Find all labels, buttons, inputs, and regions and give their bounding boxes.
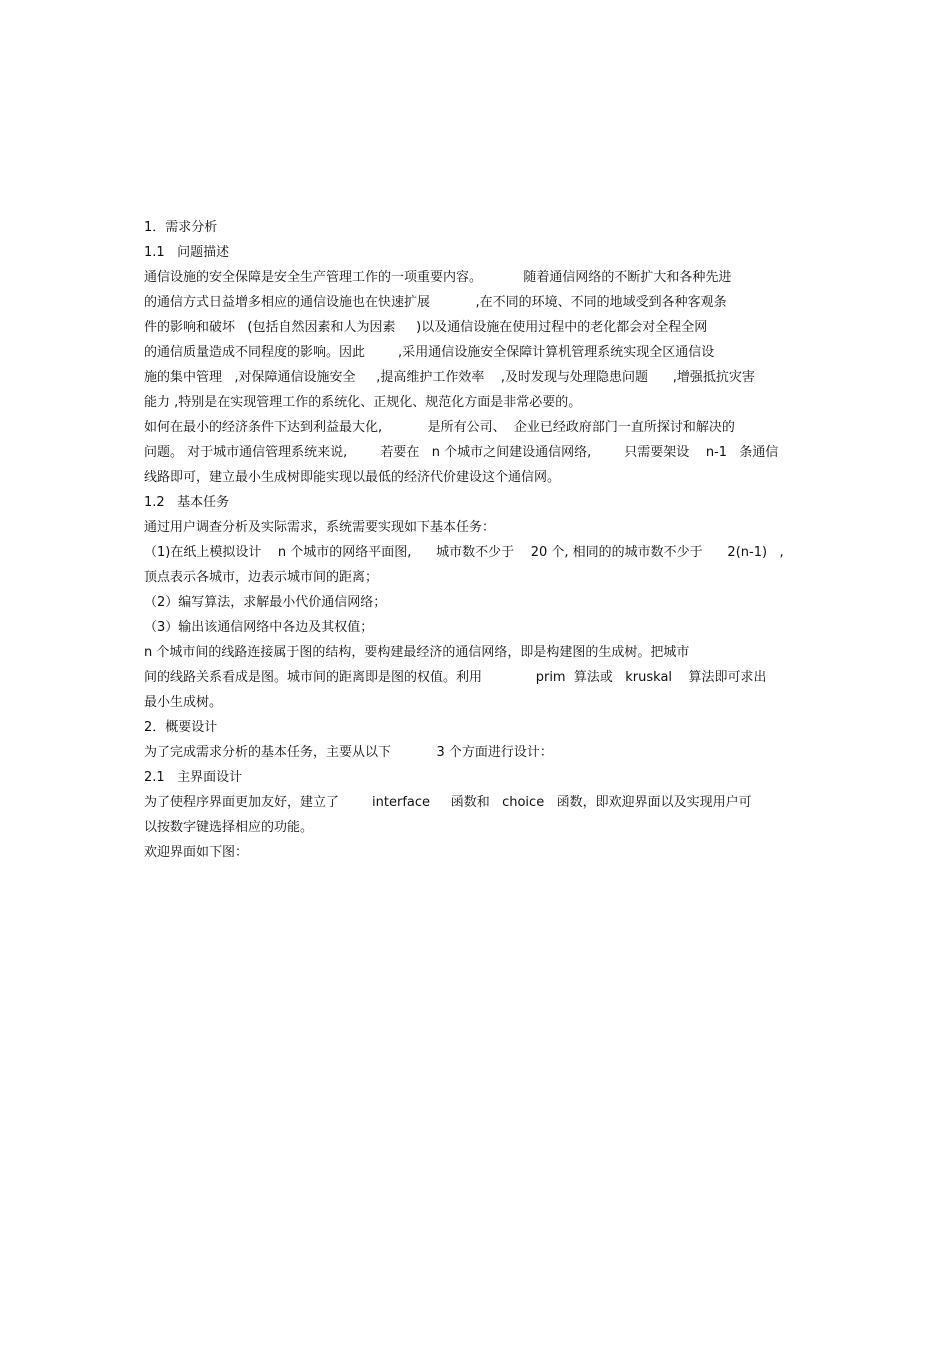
paragraph-line: 欢迎界面如下图： — [144, 845, 249, 860]
heading-outline-design: 2．概要设计 — [144, 720, 218, 735]
heading-main-interface-design: 2.1 主界面设计 — [144, 770, 243, 785]
heading-basic-tasks: 1.2 基本任务 — [144, 495, 230, 510]
paragraph-line: 如何在最小的经济条件下达到利益最大化, 是所有公司、 企业已经政府部门一直所探讨和解决的 — [144, 420, 735, 435]
heading-requirements-analysis: 1．需求分析 — [144, 220, 218, 235]
paragraph-line: 的通信方式日益增多相应的通信设施也在快速扩展 ,在不同的环境、不同的地域受到各种客观条 — [144, 295, 727, 310]
list-item-line: 顶点表示各城市，边表示城市间的距离； — [144, 570, 379, 585]
paragraph-line: 通过用户调查分析及实际需求，系统需要实现如下基本任务： — [144, 520, 496, 535]
paragraph-line: 以按数字键选择相应的功能。 — [144, 820, 314, 835]
paragraph-line: 的通信质量造成不同程度的影响。因此 ,采用通信设施安全保障计算机管理系统实现全区通信设 — [144, 345, 715, 360]
list-item-line: （2）编写算法，求解最小代价通信网络； — [144, 595, 387, 610]
paragraph-line: 能力 ,特别是在实现管理工作的系统化、正规化、规范化方面是非常必要的。 — [144, 395, 582, 410]
paragraph-line: 问题。 对于城市通信管理系统来说, 若要在 n 个城市之间建设通信网络, 只需要架设 n-1 条通信 — [144, 445, 779, 460]
paragraph-line: 件的影响和破坏 (包括自然因素和人为因素 )以及通信设施在使用过程中的老化都会对全程全网 — [144, 320, 708, 335]
paragraph-line: 施的集中管理 ,对保障通信设施安全 ,提高维护工作效率 ,及时发现与处理隐患问题 ,增强抵抗灾害 — [144, 370, 755, 385]
paragraph-line: 为了使程序界面更加友好，建立了 interface 函数和 choice 函数，即欢迎界面以及实现用户可 — [144, 795, 752, 810]
paragraph-line: 最小生成树。 — [144, 695, 223, 710]
paragraph-line: 线路即可，建立最小生成树即能实现以最低的经济代价建设这个通信网。 — [144, 470, 561, 485]
paragraph-line: 为了完成需求分析的基本任务，主要从以下 3 个方面进行设计： — [144, 745, 553, 760]
list-item-line: （1)在纸上模拟设计 n 个城市的网络平面图, 城市数不少于 20 个, 相同的的城市数不少于 2(n-1) , — [144, 545, 784, 560]
paragraph-line: 通信设施的安全保障是安全生产管理工作的一项重要内容。 随着通信网络的不断扩大和各种先进 — [144, 270, 732, 285]
paragraph-line: 间的线路关系看成是图。城市间的距离即是图的权值。利用 prim 算法或 kruskal 算法即可求出 — [144, 670, 767, 685]
heading-problem-description: 1.1 问题描述 — [144, 245, 230, 260]
paragraph-line: n 个城市间的线路连接属于图的结构，要构建最经济的通信网络，即是构建图的生成树。把城市 — [144, 645, 690, 660]
list-item-line: （3）输出该通信网络中各边及其权值； — [144, 620, 374, 635]
